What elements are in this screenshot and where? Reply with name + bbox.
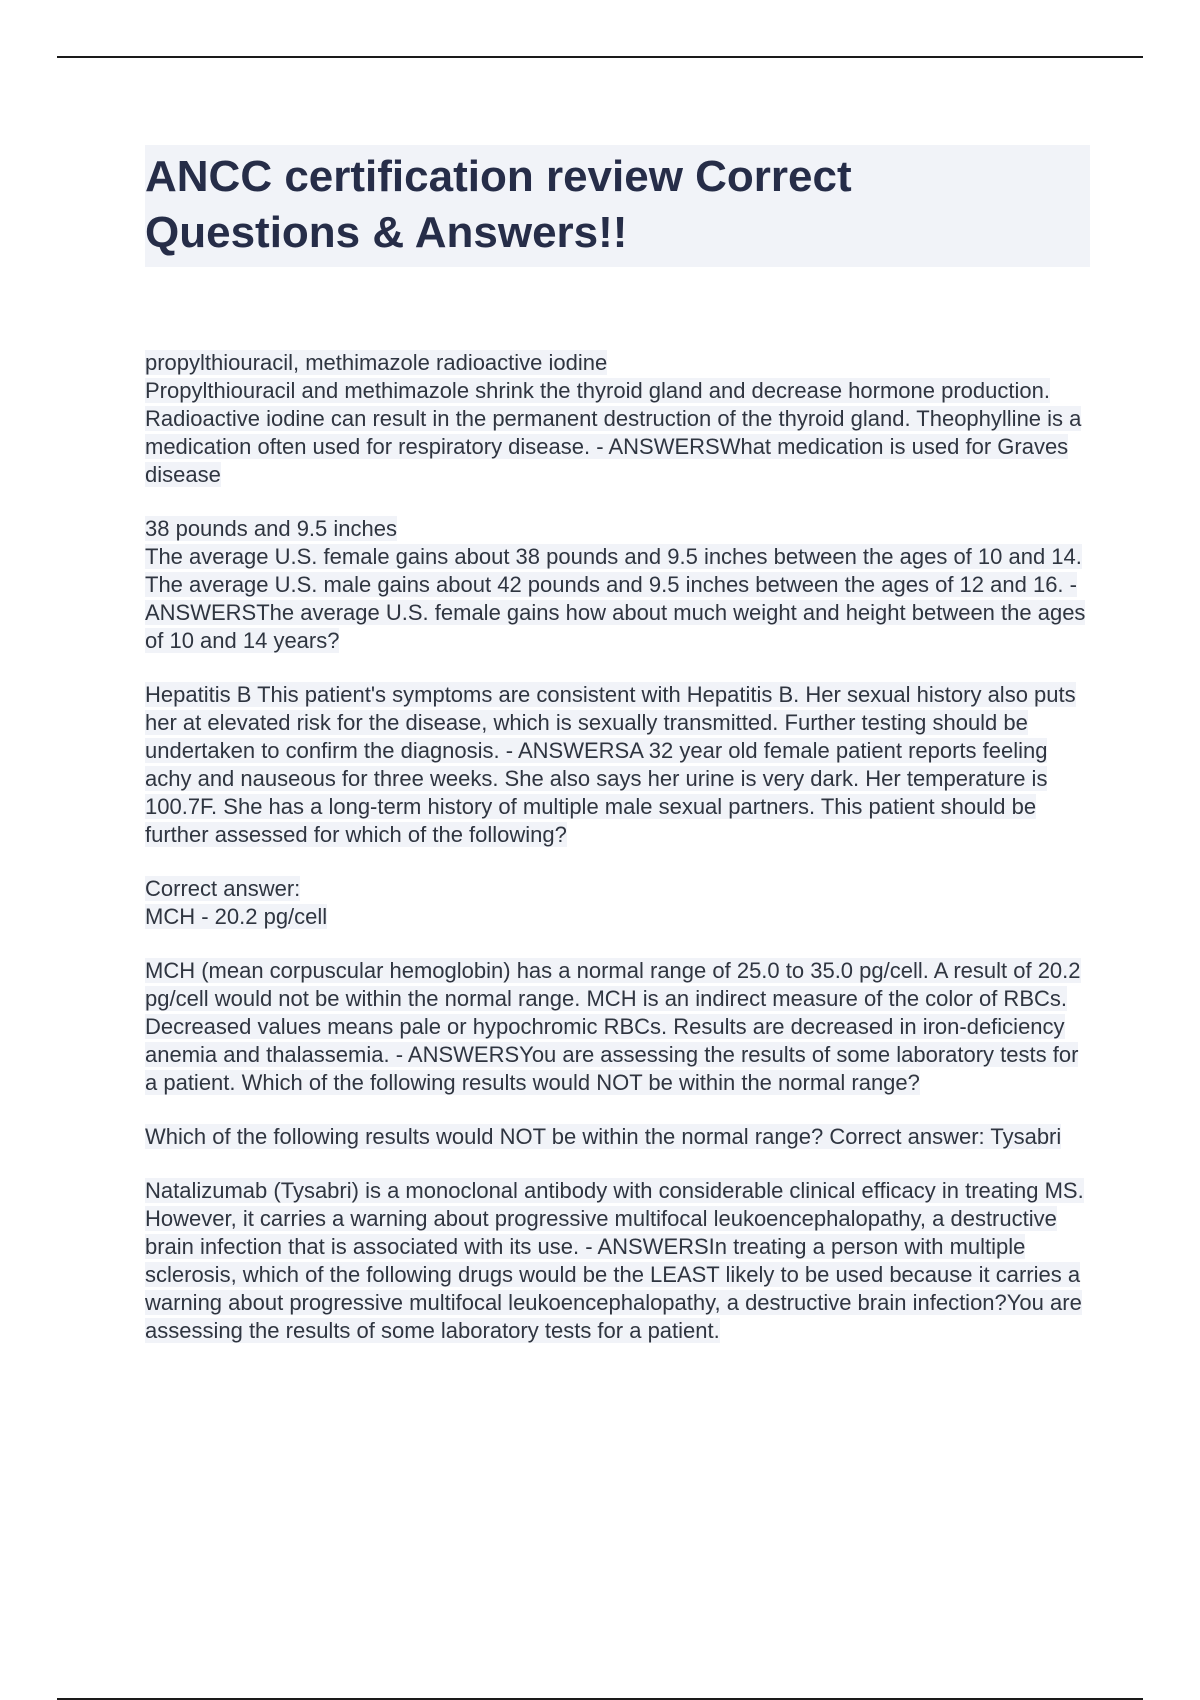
title-line-1: ANCC certification review Correct [145, 152, 852, 201]
explanation-text: MCH (mean corpuscular hemoglobin) has a normal range of 25.0 to 35.0 pg/cell. A result of 20.2 pg/cell would not be within the normal range. MCH is an indirect measure of the color of RBCs. Decreased values means pale or hypochromic RBCs. Results are decreased in iron-deficiency anemia and thalassemia. - ANSWERSYou are assessing the results of some laboratory tests for a patient. Which of the following results would NOT be within the normal range? [145, 958, 1081, 1095]
qa-entry-graves [145, 349, 1090, 489]
top-rule [57, 56, 1143, 58]
explanation-text: The average U.S. female gains about 38 pounds and 9.5 inches between the ages of 10 and 14. The average U.S. male gains about 42 pounds and 9.5 inches between the ages of 12 and 16. - ANSWERSThe average U.S. female gains how about much weight and height between the ages of 10 and 14 years? [145, 544, 1086, 653]
qa-entry-tysabri-explanation [145, 1177, 1090, 1345]
qa-entry-mch-explanation [145, 957, 1090, 1097]
title-block [145, 145, 1090, 267]
document-body [145, 145, 1090, 1371]
qa-entry-mch-answer [145, 875, 1090, 931]
title-line-2: Questions & Answers!! [145, 208, 628, 257]
answer-label: Correct answer: [145, 876, 301, 901]
answer-line: 38 pounds and 9.5 inches [145, 516, 397, 541]
qa-list [145, 349, 1090, 1345]
answer-line: propylthiouracil, methimazole radioactive iodine [145, 350, 608, 375]
answer-line: MCH - 20.2 pg/cell [145, 904, 328, 929]
answer-line: Which of the following results would NOT be within the normal range? Correct answer: Tysabri [145, 1124, 1062, 1149]
explanation-text: Hepatitis B This patient's symptoms are consistent with Hepatitis B. Her sexual history also puts her at elevated risk for the disease, which is sexually transmitted. Further testing should be undertaken to confirm the diagnosis. - ANSWERSA 32 year old female patient reports feeling achy and nauseous for three weeks. She also says her urine is very dark. Her temperature is 100.7F. She has a long-term history of multiple male sexual partners. This patient should be further assessed for which of the following? [145, 682, 1076, 847]
document-title [145, 149, 1090, 261]
qa-entry-tysabri-answer [145, 1123, 1090, 1151]
qa-entry-growth [145, 515, 1090, 655]
explanation-text: Propylthiouracil and methimazole shrink the thyroid gland and decrease hormone production. Radioactive iodine can result in the permanent destruction of the thyroid gland. Theophylline is a medication often used for respiratory disease. - ANSWERSWhat medication is used for Graves disease [145, 378, 1082, 487]
explanation-text: Natalizumab (Tysabri) is a monoclonal antibody with considerable clinical efficacy in treating MS. However, it carries a warning about progressive multifocal leukoencephalopathy, a destructive brain infection that is associated with its use. - ANSWERSIn treating a person with multiple sclerosis, which of the following drugs would be the LEAST likely to be used because it carries a warning about progressive multifocal leukoencephalopathy, a destructive brain infection?You are assessing the results of some laboratory tests for a patient. [145, 1178, 1084, 1343]
qa-entry-hepatitis [145, 681, 1090, 849]
